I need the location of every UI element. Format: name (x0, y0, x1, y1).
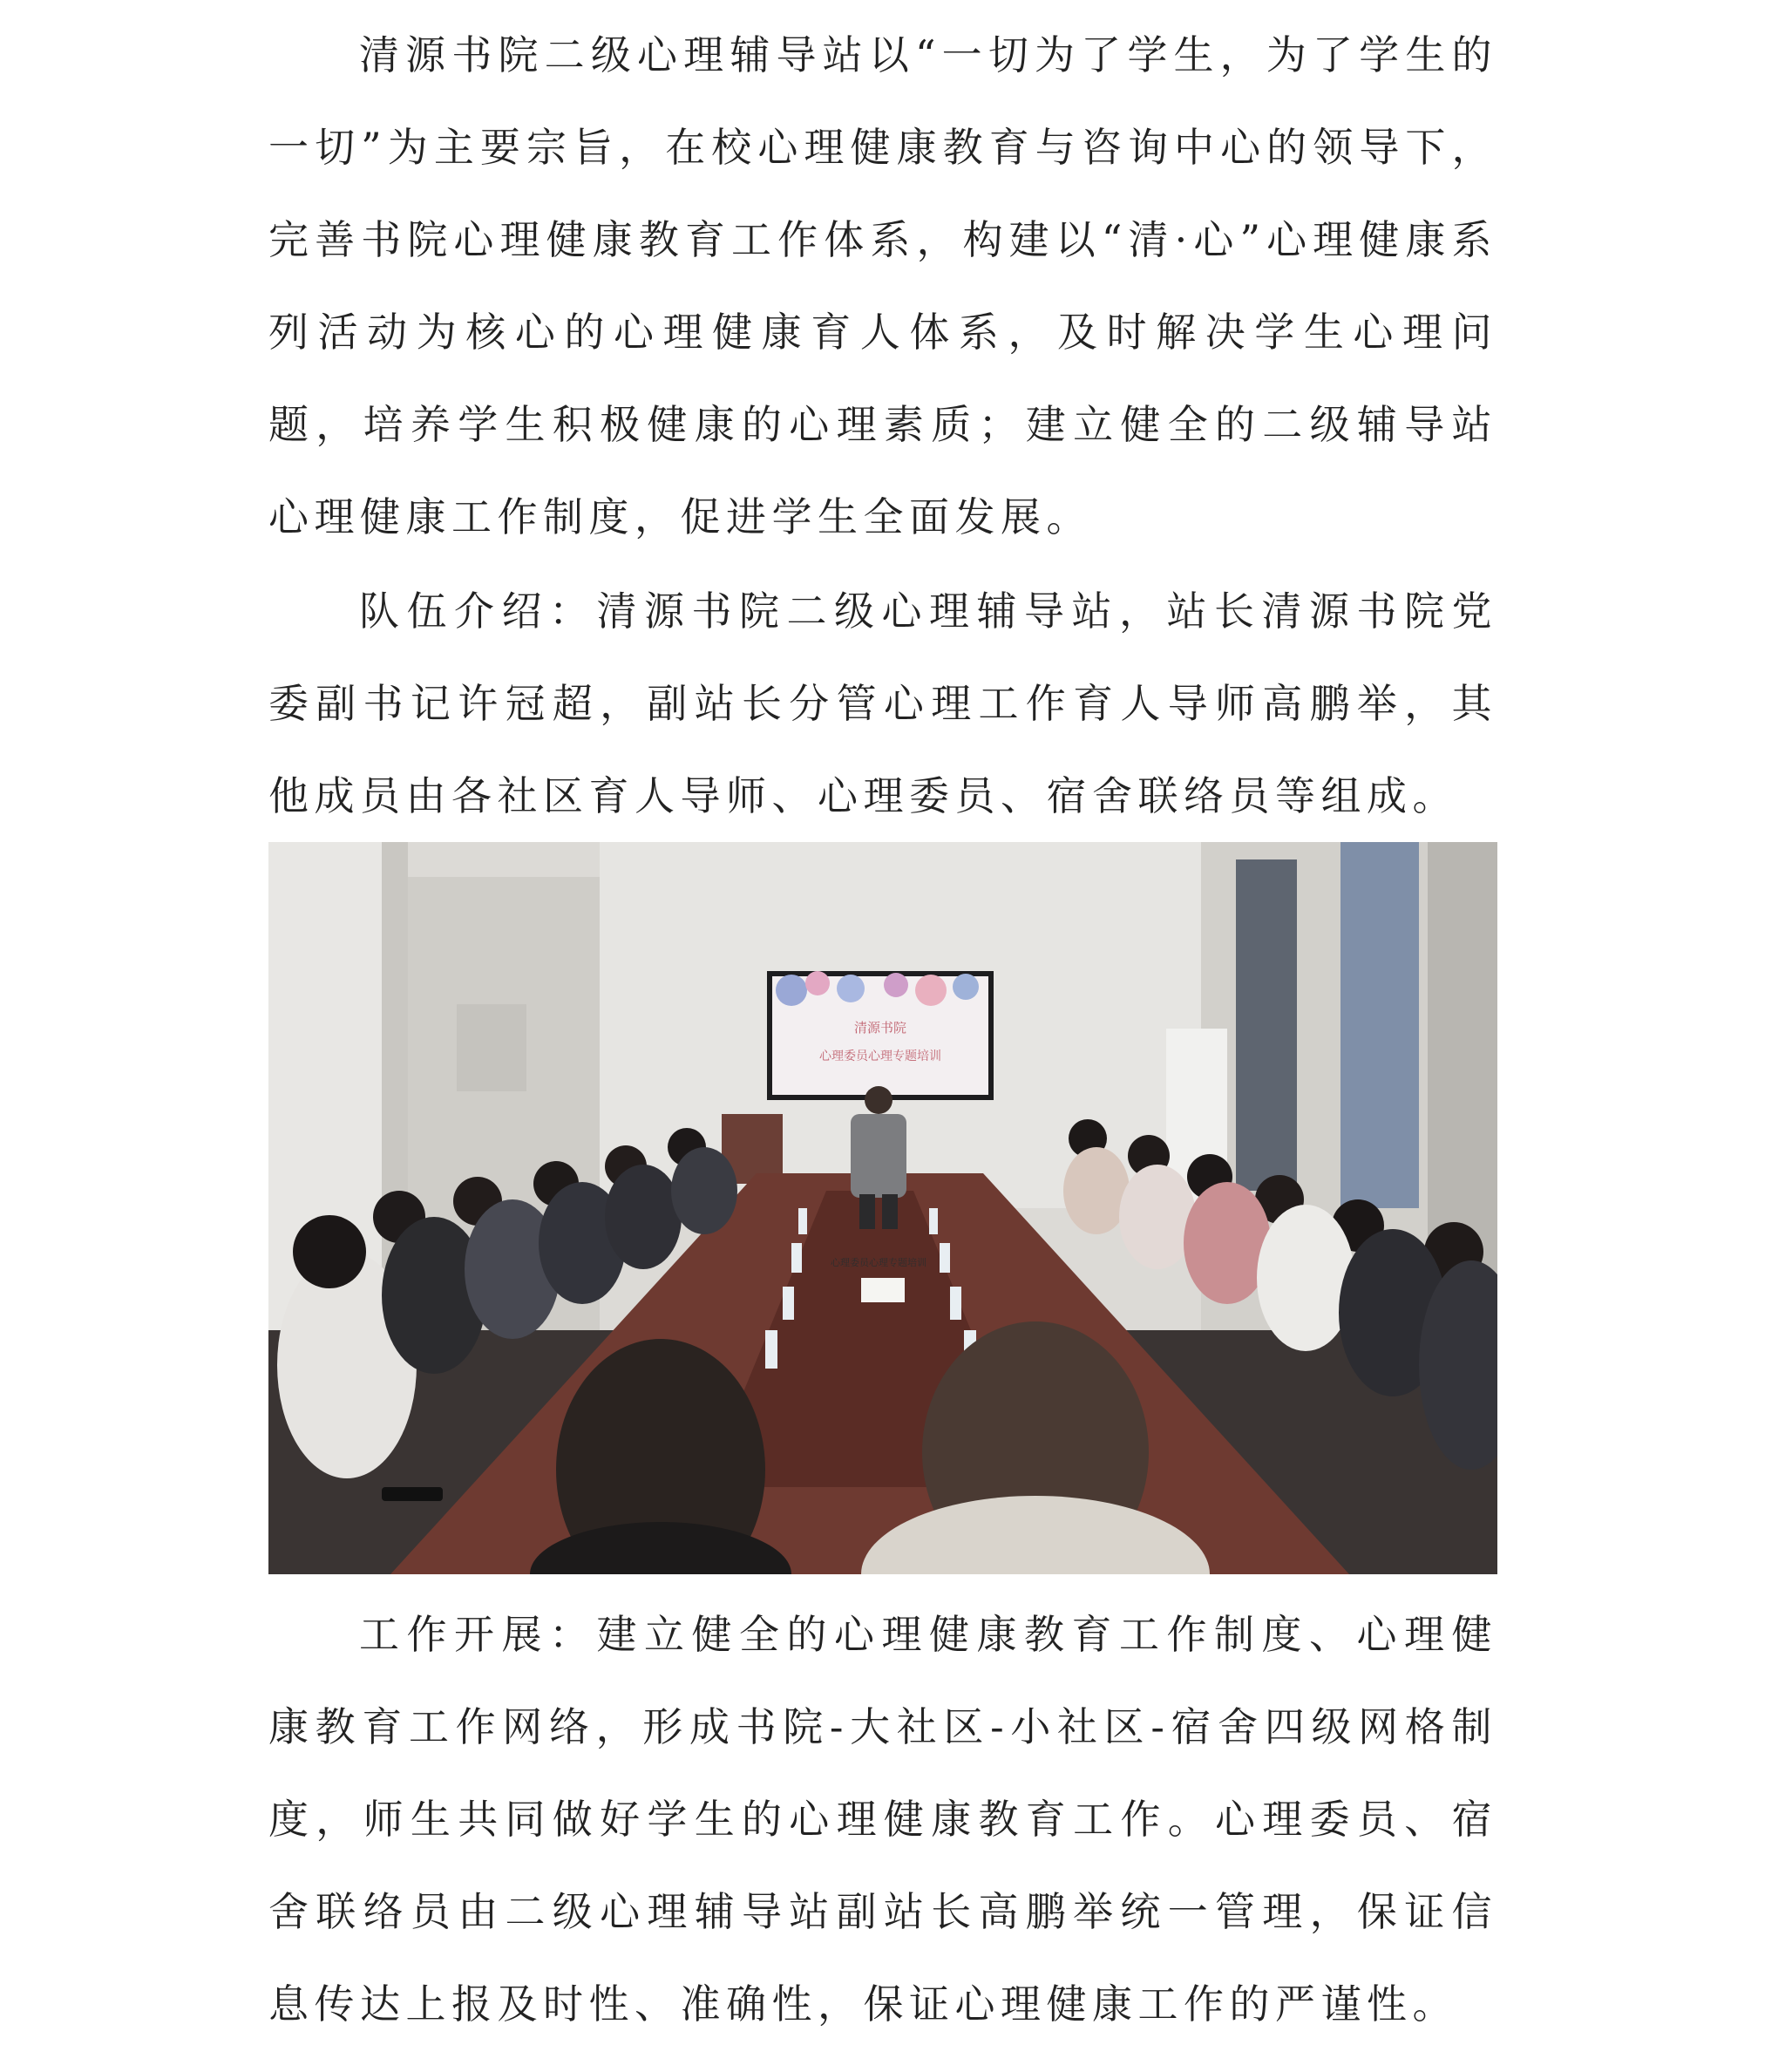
paragraph-work: 工作开展：建立健全的心理健康教育工作制度、心理健康教育工作网络，形成书院-大社区-小社区-宿舍四级网格制度，师生共同做好学生的心理健康教育工作。心理委员、宿舍联络员由二级心理辅导站副站长高鹏举统一管理，保证信息传达上报及时性、准确性，保证心理健康工作的严谨性。 (268, 1611, 1497, 2028)
training-session-photo (268, 842, 1497, 1574)
paragraph-team-block (268, 565, 1497, 842)
paragraph-team: 队伍介绍：清源书院二级心理辅导站，站长清源书院党委副书记许冠超，副站长分管心理工作育人导师高鹏举，其他成员由各社区育人导师、心理委员、宿舍联络员等组成。 (268, 588, 1497, 819)
phone-on-table (382, 1487, 443, 1501)
screen-title: 清源书院 (853, 1020, 907, 1036)
table-sign: 心理委员心理专题培训 (831, 1257, 926, 1268)
paragraph-work-block (268, 1588, 1497, 2050)
paragraph-purpose: 清源书院二级心理辅导站以“一切为了学生，为了学生的一切”为主要宗旨，在校心理健康教育与咨询中心的领导下，完善书院心理健康教育工作体系，构建以“清·心”心理健康系列活动为核心的心理健康育人体系，及时解决学生心理问题，培养学生积极健康的心理素质；建立健全的二级辅导站心理健康工作制度，促进学生全面发展。 (268, 31, 1497, 540)
tissue-box (861, 1278, 905, 1302)
paragraph-purpose-block (268, 9, 1497, 563)
screen-subtitle: 心理委员心理专题培训 (819, 1050, 941, 1063)
